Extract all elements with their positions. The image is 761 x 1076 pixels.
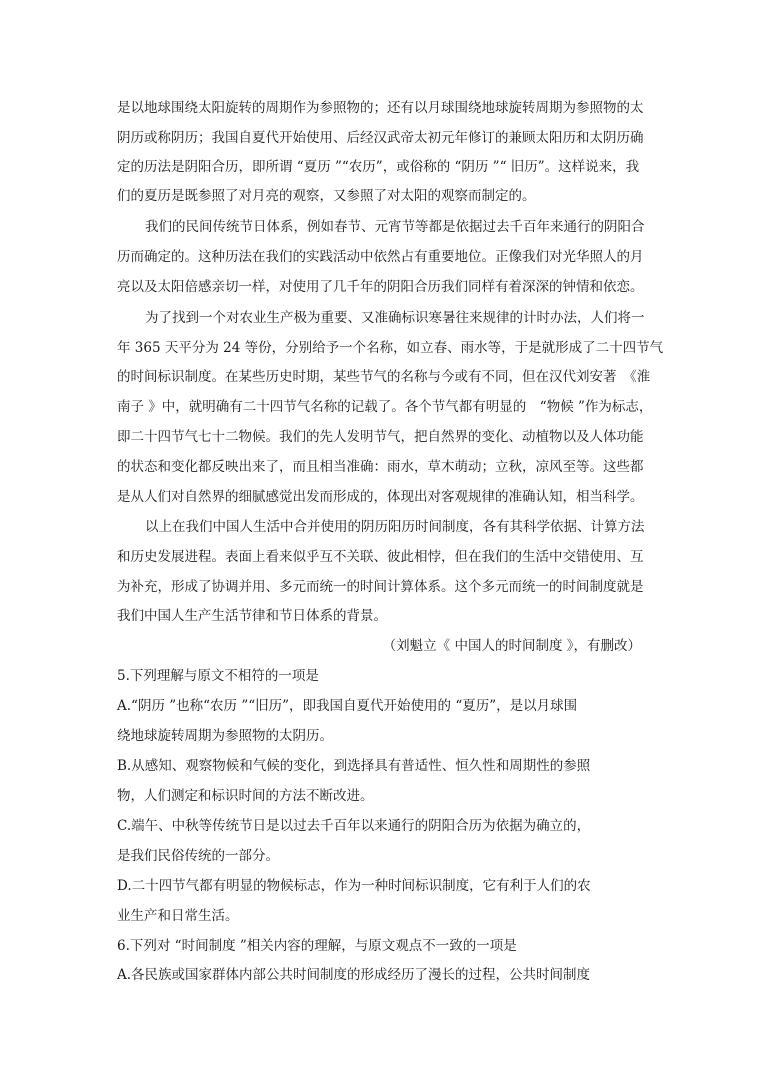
paragraph-4-line-1: 以上在我们中国人生活中合并使用的阴历阳历时间制度，各有其科学依据、计算方法 xyxy=(145,519,645,535)
question-5-option-d-line-1: D.二十四节气都有明显的物候标志，作为一种时间标识制度，它有利于人们的农 xyxy=(117,878,591,894)
paragraph-2-line-2: 历而确定的。这种历法在我们的实践活动中依然占有重要地位。正像我们对光华照人的月 xyxy=(117,249,644,265)
paragraph-4-line-3: 为补充，形成了协调并用、多元而统一的时间计算体系。这个多元而统一的时间制度就是 xyxy=(117,579,644,595)
question-5-option-a-line-2: 绕地球旋转周期为参照物的太阴历。 xyxy=(117,728,333,744)
paragraph-1-line-3: 定的历法是阴阳合历，即所谓 “夏历 ”“农历”，或俗称的 “阴历 ”“ 旧历”。这样说来，我 xyxy=(117,159,640,175)
paragraph-4-line-4: 我们中国人生产生活节律和节日体系的背景。 xyxy=(117,608,387,624)
question-5-option-c-line-2: 是我们民俗传统的一部分。 xyxy=(117,848,279,864)
paragraph-2-line-1: 我们的民间传统节日体系，例如春节、元宵节等都是依据过去千百年来通行的阴阳合 xyxy=(145,219,645,235)
paragraph-3-line-4: 南子 》中，就明确有二十四节气名称的记载了。各个节气都有明显的 “物候 ”作为标志， xyxy=(117,399,653,415)
paragraph-3-line-5: 即二十四节气七十二物候。我们的先人发明节气，把自然界的变化、动植物以及人体功能 xyxy=(117,429,644,445)
paragraph-3-line-6: 的状态和变化都反映出来了，而且相当准确：雨水，草木萌动；立秋，凉风至等。这些都 xyxy=(117,459,644,475)
question-5-option-d-line-2: 业生产和日常生活。 xyxy=(117,908,239,924)
question-6-stem: 6.下列对 “时间制度 ”相关内容的理解，与原文观点不一致的一项是 xyxy=(117,938,517,954)
question-5-option-a-line-1: A.“阴历 ”也称“农历 ”“旧历”，即我国自夏代开始使用的 “夏历”，是以月球围 xyxy=(117,698,578,714)
question-5-option-c-line-1: C.端午、中秋等传统节日是以过去千百年以来通行的阴阳合历为依据为确立的， xyxy=(117,818,591,834)
paragraph-1-line-4: 们的夏历是既参照了对月亮的观察，又参照了对太阳的观察而制定的。 xyxy=(117,188,536,204)
paragraph-1-line-2: 阴历或称阴历；我国自夏代开始使用、后经汉武帝太初元年修订的兼顾太阳历和太阴历确 xyxy=(117,130,644,146)
paragraph-3-line-3: 的时间标识制度。在某些历史时期，某些节气的名称与今或有不同，但在汉代刘安著 《淮 xyxy=(117,369,651,385)
paragraph-3-line-2: 年 365 天平分为 24 等份，分别给予一个名称，如立春、雨水等，于是就形成了二十四节气 xyxy=(117,340,664,356)
paragraph-3-line-1: 为了找到一个对农业生产极为重要、又准确标识寒暑往来规律的计时办法，人们将一 xyxy=(145,310,645,326)
question-5-stem: 5.下列理解与原文不相符的一项是 xyxy=(117,668,319,684)
paragraph-4-line-2: 和历史发展进程。表面上看来似乎互不关联、彼此相悖，但在我们的生活中交错使用、互 xyxy=(117,549,644,565)
question-5-option-b-line-2: 物，人们测定和标识时间的方法不断改进。 xyxy=(117,788,374,804)
paragraph-2-line-3: 亮以及太阳倍感亲切一样，对使用了几千年的阴阳合历我们同样有着深深的钟情和依恋。 xyxy=(117,279,644,295)
source-citation: （刘魁立《 中国人的时间制度 》，有删改） xyxy=(382,638,641,654)
question-6-option-a-line-1: A.各民族或国家群体内部公共时间制度的形成经历了漫长的过程，公共时间制度 xyxy=(117,967,591,983)
question-5-option-b-line-1: B.从感知、观察物候和气候的变化，到选择具有普适性、恒久性和周期性的参照 xyxy=(117,758,591,774)
paragraph-1-line-1: 是以地球围绕太阳旋转的周期作为参照物的；还有以月球围绕地球旋转周期为参照物的太 xyxy=(117,100,644,116)
paragraph-3-line-7: 是从人们对自然界的细腻感觉出发而形成的，体现出对客观规律的准确认知，相当科学。 xyxy=(117,489,644,505)
